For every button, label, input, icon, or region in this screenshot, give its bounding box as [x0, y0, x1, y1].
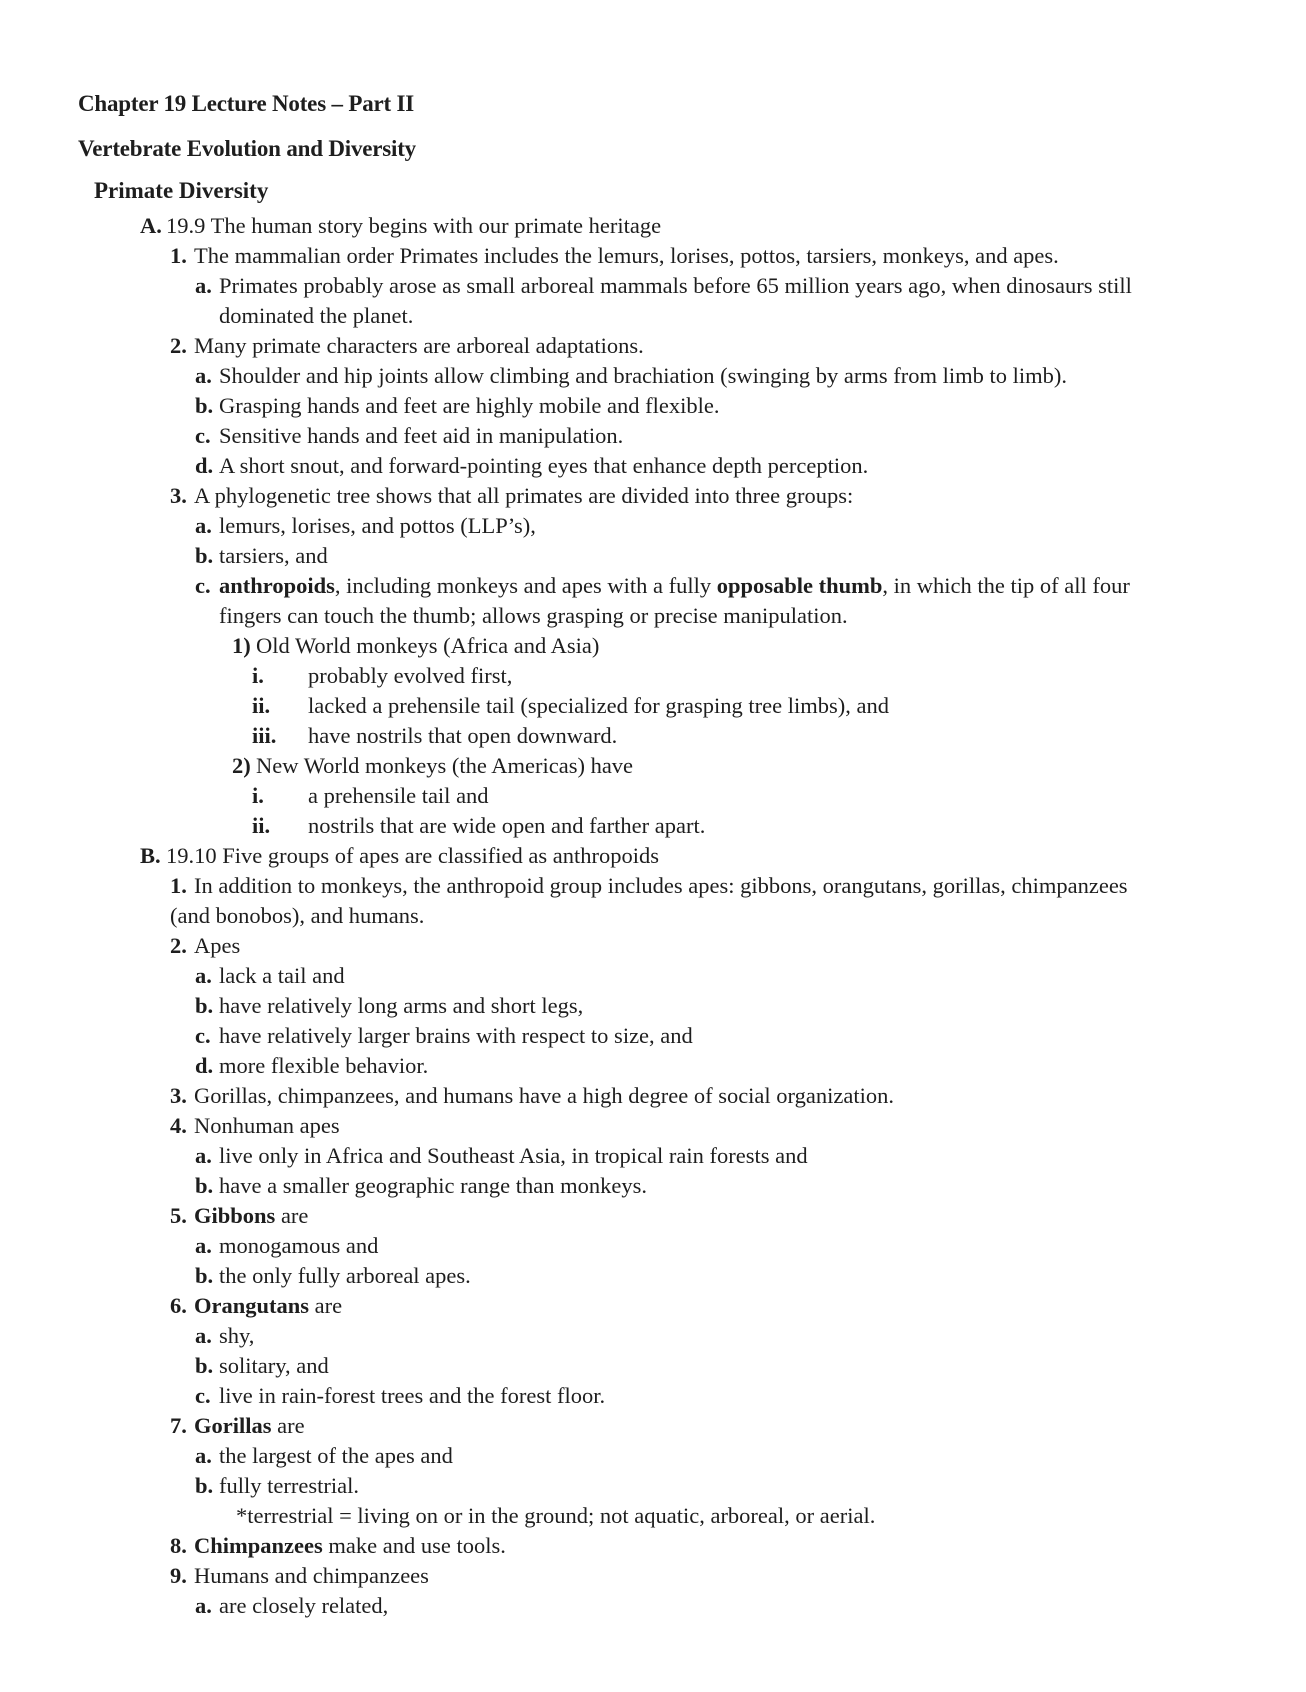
- item-marker: a.: [195, 1593, 212, 1618]
- outline-item-B5a: [0, 1231, 1306, 1261]
- outline-item-B4b: [0, 1171, 1306, 1201]
- outline-item-B2a: [0, 961, 1306, 991]
- outline-item-A2a: [0, 361, 1306, 391]
- item-text: solitary, and: [219, 1353, 329, 1378]
- item-text: have relatively larger brains with respect to size, and: [219, 1023, 693, 1048]
- document-title: Chapter 19 Lecture Notes – Part II: [78, 91, 415, 116]
- item-marker: d.: [195, 1053, 214, 1078]
- outline-item-B5: [0, 1201, 1306, 1231]
- item-marker: 1): [232, 633, 251, 658]
- item-text: probably evolved first,: [308, 663, 513, 688]
- item-marker: B.: [140, 843, 161, 868]
- item-text: New World monkeys (the Americas) have: [256, 753, 634, 778]
- item-text: 19.10 Five groups of apes are classified as anthropoids: [166, 843, 660, 868]
- item-marker: a.: [195, 1143, 212, 1168]
- outline-item-B2b: [0, 991, 1306, 1021]
- item-marker: b.: [195, 1263, 214, 1288]
- item-text: fully terrestrial.: [219, 1473, 359, 1498]
- item-text: Nonhuman apes: [194, 1113, 340, 1138]
- item-text: lack a tail and: [219, 963, 345, 988]
- item-marker: 5.: [170, 1203, 187, 1228]
- item-text: are closely related,: [219, 1593, 389, 1618]
- item-marker: ii.: [252, 693, 271, 718]
- item-marker: b.: [195, 1173, 214, 1198]
- outline-item-A1a: [0, 271, 1306, 331]
- outline-item-A: [0, 211, 1306, 241]
- item-marker: c.: [195, 423, 211, 448]
- item-marker: i.: [252, 783, 264, 808]
- document-subtitle: Vertebrate Evolution and Diversity: [78, 136, 416, 161]
- item-marker: a.: [195, 273, 212, 298]
- outline-item-B7: [0, 1411, 1306, 1441]
- outline-item-B7a: [0, 1441, 1306, 1471]
- item-text: lacked a prehensile tail (specialized for grasping tree limbs), and: [308, 693, 890, 718]
- term-opposable-thumb: opposable thumb: [716, 573, 883, 598]
- outline-item-A2b: [0, 391, 1306, 421]
- outline-item-B9a: [0, 1591, 1306, 1621]
- item-marker: c.: [195, 1383, 211, 1408]
- term-chimpanzees: Chimpanzees: [194, 1533, 323, 1558]
- item-marker: 3.: [170, 483, 187, 508]
- outline-item-A3c2: [0, 751, 1306, 781]
- item-text: 19.9 The human story begins with our primate heritage: [166, 213, 662, 238]
- item-marker: A.: [140, 213, 162, 238]
- outline-item-A1: [0, 241, 1306, 271]
- outline-item-A3b: [0, 541, 1306, 571]
- item-text: Apes: [194, 933, 241, 958]
- item-marker: b.: [195, 1473, 214, 1498]
- item-marker: 4.: [170, 1113, 187, 1138]
- item-marker: c.: [195, 1023, 211, 1048]
- item-text: Grasping hands and feet are highly mobile and flexible.: [219, 393, 720, 418]
- item-text: Shoulder and hip joints allow climbing and brachiation (swinging by arms from limb to limb).: [219, 363, 1068, 388]
- item-text: have relatively long arms and short legs,: [219, 993, 584, 1018]
- item-marker: c.: [195, 573, 211, 598]
- item-text-part: , including monkeys and apes with a fully: [334, 573, 717, 598]
- outline-item-B9: [0, 1561, 1306, 1591]
- outline-item-A3c1ii: [0, 691, 1306, 721]
- item-marker: 2.: [170, 933, 187, 958]
- item-text: are: [271, 1413, 305, 1438]
- item-text: are: [275, 1203, 309, 1228]
- item-marker: 1.: [170, 243, 187, 268]
- item-marker: 6.: [170, 1293, 187, 1318]
- outline-item-B6c: [0, 1381, 1306, 1411]
- item-text: nostrils that are wide open and farther apart.: [308, 813, 706, 838]
- item-text: are: [309, 1293, 343, 1318]
- item-text: the largest of the apes and: [219, 1443, 453, 1468]
- item-text: [219, 571, 1186, 631]
- outline-item-B7b: [0, 1471, 1306, 1501]
- item-marker: 2.: [170, 333, 187, 358]
- term-gibbons: Gibbons: [194, 1203, 276, 1228]
- item-text: the only fully arboreal apes.: [219, 1263, 471, 1288]
- outline-item-B4a: [0, 1141, 1306, 1171]
- term-gorillas: Gorillas: [194, 1413, 272, 1438]
- item-marker: 7.: [170, 1413, 187, 1438]
- outline-item-B8: [0, 1531, 1306, 1561]
- item-marker: a.: [195, 1323, 212, 1348]
- item-marker: b.: [195, 393, 214, 418]
- item-text: shy,: [219, 1323, 255, 1348]
- item-text: live in rain-forest trees and the forest floor.: [219, 1383, 606, 1408]
- item-text: monogamous and: [219, 1233, 379, 1258]
- item-marker: a.: [195, 1233, 212, 1258]
- outline-item-A2d: [0, 451, 1306, 481]
- definition-note: *terrestrial = living on or in the ground; not aquatic, arboreal, or aerial.: [236, 1503, 876, 1528]
- outline-item-B5b: [0, 1261, 1306, 1291]
- item-text: Primates probably arose as small arboreal mammals before 65 million years ago, when dinosaurs still dominated the planet.: [219, 273, 1132, 328]
- item-marker: i.: [252, 663, 264, 688]
- outline-item-A3c1: [0, 631, 1306, 661]
- outline-item-A3c2i: [0, 781, 1306, 811]
- item-text: have nostrils that open downward.: [308, 723, 618, 748]
- outline-item-B: [0, 841, 1306, 871]
- outline-item-B1: [0, 871, 1306, 931]
- outline-item-A3a: [0, 511, 1306, 541]
- item-text: A phylogenetic tree shows that all primates are divided into three groups:: [194, 483, 854, 508]
- item-marker: b.: [195, 993, 214, 1018]
- item-text: Old World monkeys (Africa and Asia): [256, 633, 600, 658]
- item-marker: 2): [232, 753, 251, 778]
- section-heading: Primate Diversity: [94, 178, 269, 203]
- item-text: A short snout, and forward-pointing eyes that enhance depth perception.: [219, 453, 869, 478]
- outline-item-A3c1i: [0, 661, 1306, 691]
- term-orangutans: Orangutans: [194, 1293, 310, 1318]
- outline-item-A3c1iii: [0, 721, 1306, 751]
- item-marker: a.: [195, 1443, 212, 1468]
- item-marker: 8.: [170, 1533, 187, 1558]
- outline-item-B6a: [0, 1321, 1306, 1351]
- item-text: a prehensile tail and: [308, 783, 489, 808]
- item-text: Humans and chimpanzees: [194, 1563, 429, 1588]
- item-text: In addition to monkeys, the anthropoid group includes apes: gibbons, orangutans, gorillas, chimpanzees (and bonobos), and humans.: [170, 873, 1128, 928]
- item-text: live only in Africa and Southeast Asia, in tropical rain forests and: [219, 1143, 808, 1168]
- item-text: The mammalian order Primates includes the lemurs, lorises, pottos, tarsiers, monkeys, and apes.: [194, 243, 1059, 268]
- item-marker: 9.: [170, 1563, 187, 1588]
- outline-item-A3: [0, 481, 1306, 511]
- outline-item-B6: [0, 1291, 1306, 1321]
- item-text: tarsiers, and: [219, 543, 328, 568]
- item-marker: ii.: [252, 813, 271, 838]
- item-marker: b.: [195, 1353, 214, 1378]
- item-text-part: , in which the tip of all four fingers can touch the thumb; allows grasping or precise manipulation.: [219, 573, 1130, 628]
- outline-item-B2c: [0, 1021, 1306, 1051]
- outline-item-A2c: [0, 421, 1306, 451]
- outline-item-A2: [0, 331, 1306, 361]
- item-marker: 3.: [170, 1083, 187, 1108]
- item-text: Sensitive hands and feet aid in manipulation.: [219, 423, 624, 448]
- item-marker: a.: [195, 963, 212, 988]
- item-text: lemurs, lorises, and pottos (LLP’s),: [219, 513, 536, 538]
- outline: [0, 211, 1306, 1621]
- outline-item-A3c: [0, 571, 1306, 631]
- item-marker: iii.: [252, 723, 277, 748]
- item-text: Many primate characters are arboreal adaptations.: [194, 333, 644, 358]
- item-text: Gorillas, chimpanzees, and humans have a high degree of social organization.: [194, 1083, 894, 1108]
- item-marker: b.: [195, 543, 214, 568]
- outline-item-B2d: [0, 1051, 1306, 1081]
- item-text: more flexible behavior.: [219, 1053, 429, 1078]
- item-marker: a.: [195, 363, 212, 388]
- item-marker: 1.: [170, 873, 187, 898]
- item-text: make and use tools.: [322, 1533, 506, 1558]
- outline-item-B3: [0, 1081, 1306, 1111]
- outline-item-B4: [0, 1111, 1306, 1141]
- item-marker: a.: [195, 513, 212, 538]
- outline-item-B6b: [0, 1351, 1306, 1381]
- outline-item-A3c2ii: [0, 811, 1306, 841]
- item-marker: d.: [195, 453, 214, 478]
- term-anthropoids: anthropoids: [219, 573, 335, 598]
- item-text: have a smaller geographic range than monkeys.: [219, 1173, 647, 1198]
- outline-item-B2: [0, 931, 1306, 961]
